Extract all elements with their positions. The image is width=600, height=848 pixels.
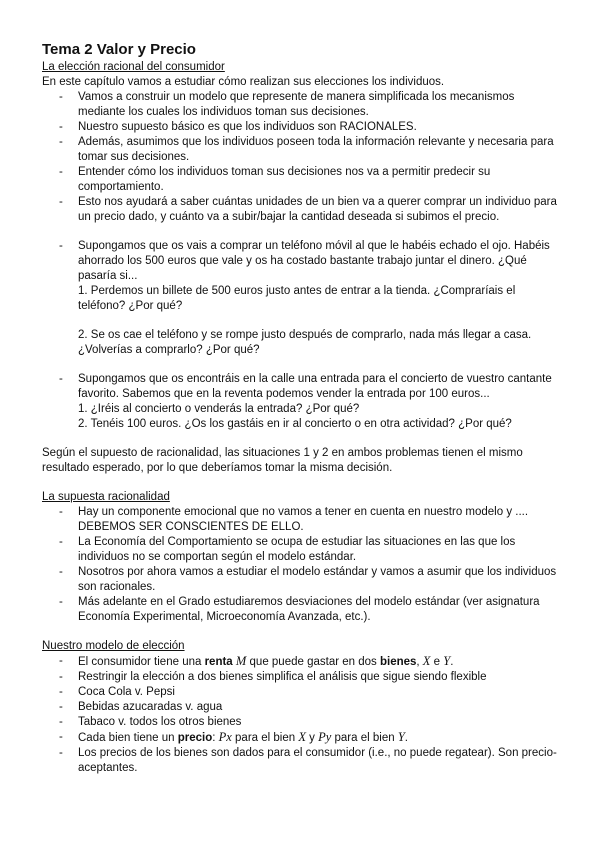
question-phone [78, 239, 560, 358]
good-y-symbol: Y [443, 654, 451, 668]
section-intro: En este capítulo vamos a estudiar cómo realizan sus elecciones los individuos. [42, 76, 445, 88]
list-item: - Nosotros por ahora vamos a estudiar el modelo estándar y vamos a asumir que los individuos son racionales. [78, 565, 560, 595]
list-item: - Cada bien tiene un precio: Px para el bien X y Py para el bien Y. [78, 730, 560, 746]
list-item: - La Economía del Comportamiento se ocupa de estudiar las situaciones en las que los individuos no se comportan según el modelo estándar. [78, 535, 560, 565]
list-item: - Los precios de los bienes son dados para el consumidor (i.e., no puede regatear). Son precio-aceptantes. [78, 746, 560, 776]
section-heading-rationality: La supuesta racionalidad [42, 491, 170, 503]
list-item: - Bebidas azucaradas v. agua [78, 700, 560, 715]
list-item: - El consumidor tiene una renta M que puede gastar en dos bienes, X e Y. [78, 654, 560, 670]
list-item: - Además, asumimos que los individuos poseen toda la información relevante y necesaria para tomar sus decisiones. [78, 135, 560, 165]
question-concert [78, 372, 560, 432]
question-text: - Supongamos que os vais a comprar un teléfono móvil al que le habéis echado el ojo. Habéis ahorrado los 500 euros que vale y os ha costado bastante trabajo juntar el dinero. ¿Qué pasaría si... [78, 240, 550, 282]
conclusion-paragraph: Según el supuesto de racionalidad, las situaciones 1 y 2 en ambos problemas tienen el mismo resultado esperado, por lo que deberíamos tomar la misma decisión. [42, 447, 523, 474]
question-option: 2. Se os cae el teléfono y se rompe justo después de comprarlo, nada más llegar a casa. ¿Volverías a comprarlo? ¿Por qué? [78, 329, 532, 356]
list-item: - Hay un componente emocional que no vamos a tener en cuenta en nuestro modelo y .... DEBEMOS SER CONSCIENTES DE ELLO. [78, 505, 560, 535]
question-list [42, 239, 560, 358]
price-y-symbol: Py [318, 730, 332, 744]
list-item: - Más adelante en el Grado estudiaremos desviaciones del modelo estándar (ver asignatura Economía Experimental, Microeconomía Avanzada, etc.). [78, 595, 560, 625]
list-item: - Vamos a construir un modelo que represente de manera simplificada los mecanismos mediante los cuales los individuos toman sus decisiones. [78, 90, 560, 120]
list-item: - Coca Cola v. Pepsi [78, 685, 560, 700]
rationality-list [42, 505, 560, 625]
list-item: - Tabaco v. todos los otros bienes [78, 715, 560, 730]
income-symbol: M [235, 654, 247, 668]
question-option: 2. Tenéis 100 euros. ¿Os los gastáis en ir al concierto o en otra actividad? ¿Por qué? [78, 418, 512, 430]
question-option: 1. ¿Iréis al concierto o venderás la entrada? ¿Por qué? [78, 403, 360, 415]
list-item: - Entender cómo los individuos toman sus decisiones nos va a permitir predecir su comportamiento. [78, 165, 560, 195]
consumer-choice-list [42, 90, 560, 225]
question-text: - Supongamos que os encontráis en la calle una entrada para el concierto de vuestro cantante favorito. Sabemos que en la reventa podemos vender la entrada por 100 euros... [78, 373, 552, 400]
section-heading-choice-model: Nuestro modelo de elección [42, 640, 185, 652]
list-item: - Nuestro supuesto básico es que los individuos son RACIONALES. [78, 120, 560, 135]
price-x-symbol: Px [218, 730, 232, 744]
list-item: - Restringir la elección a dos bienes simplifica el análisis que sigue siendo flexible [78, 670, 560, 685]
question-list [42, 372, 560, 432]
choice-model-list [42, 654, 560, 776]
page-title: Tema 2 Valor y Precio [42, 41, 196, 58]
good-x-symbol: X [422, 654, 431, 668]
section-heading-consumer-choice: La elección racional del consumidor [42, 61, 225, 73]
question-option: 1. Perdemos un billete de 500 euros justo antes de entrar a la tienda. ¿Compraríais el teléfono? ¿Por qué? [78, 285, 516, 312]
list-item: - Esto nos ayudará a saber cuántas unidades de un bien va a querer comprar un individuo para un precio dado, y cuánto va a subir/bajar la cantidad deseada si subimos el precio. [78, 195, 560, 225]
